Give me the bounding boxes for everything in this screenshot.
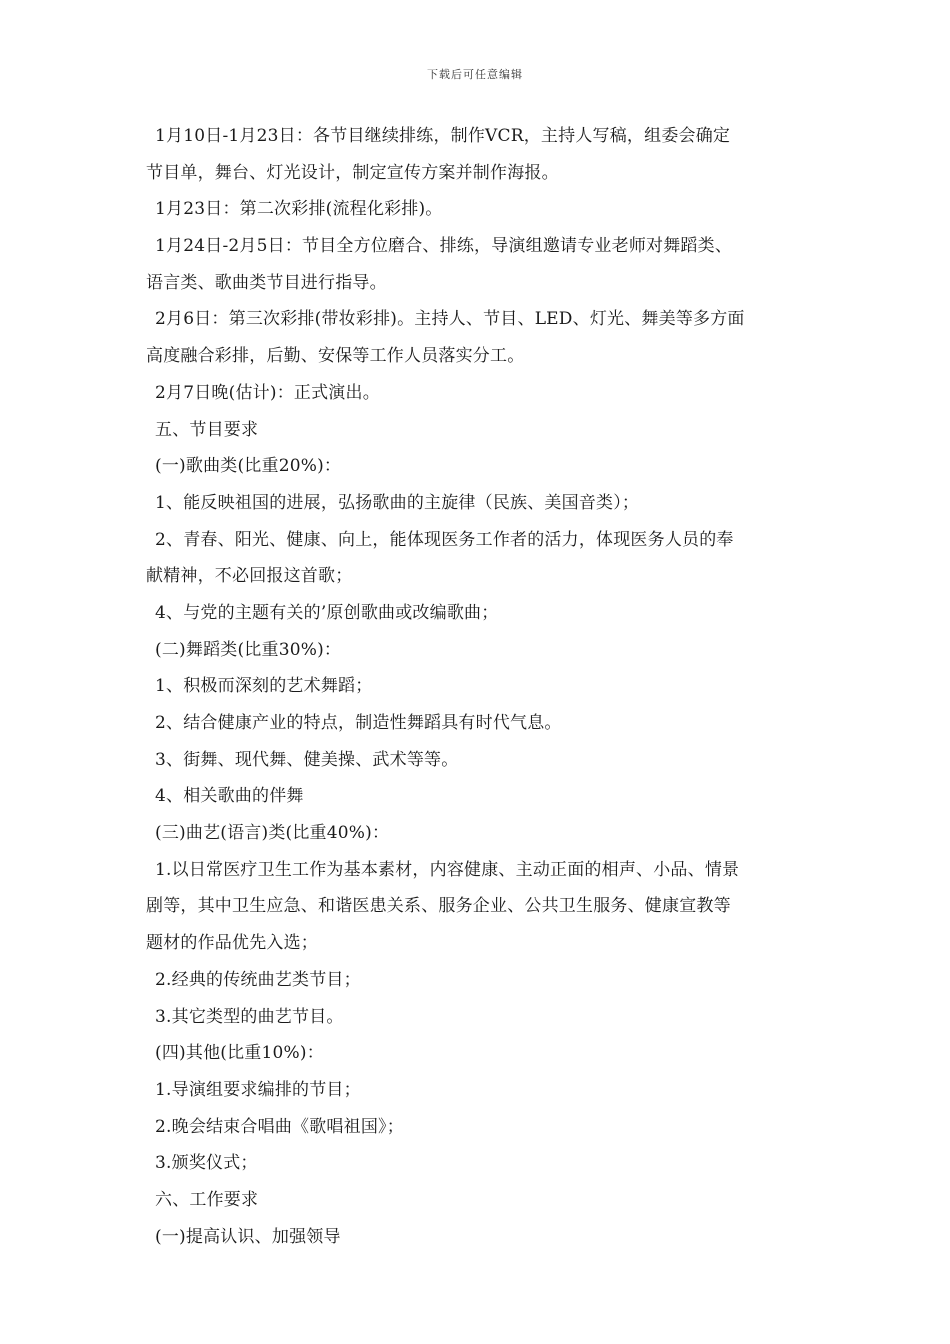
document-body: [146, 118, 826, 1255]
list-item: 2、青春、阳光、健康、向上，能体现医务工作者的活力，体现医务人员的奉: [155, 529, 734, 550]
text-line: 题材的作品优先入选；: [146, 933, 318, 954]
list-item: 3.其它类型的曲艺节目。: [155, 1006, 344, 1027]
text-line: 1月24日-2月5日：节目全方位磨合、排练，导演组邀请专业老师对舞蹈类、: [155, 236, 733, 257]
section-heading: 六、工作要求: [155, 1189, 259, 1210]
section-heading: 五、节目要求: [155, 419, 259, 440]
list-item: 2、结合健康产业的特点，制造性舞蹈具有时代气息。: [155, 713, 562, 733]
text-line: 2月6日：第三次彩排(带妆彩排)。主持人、节目、LED、灯光、舞美等多方面: [155, 309, 745, 330]
list-item: 3.颁奖仪式；: [155, 1153, 258, 1174]
text-line: 2月7日晚(估计)：正式演出。: [155, 382, 380, 403]
text-line: 1月10日-1月23日：各节目继续排练，制作VCR，主持人写稿，组委会确定: [155, 126, 731, 146]
list-item: 1.导演组要求编排的节目；: [155, 1079, 361, 1100]
list-item: 1、积极而深刻的艺术舞蹈；: [155, 676, 373, 697]
text-line: 1月23日：第二次彩排(流程化彩排)。: [155, 199, 443, 220]
subsection-heading: (一)提高认识、加强领导: [155, 1226, 341, 1247]
list-item: 2.经典的传统曲艺类节目；: [155, 969, 361, 990]
page-header: 下载后可任意编辑: [427, 68, 523, 81]
list-item: 3、街舞、现代舞、健美操、武术等等。: [155, 749, 459, 770]
subsection-heading: (二)舞蹈类(比重30%)：: [155, 639, 342, 660]
subsection-heading: (一)歌曲类(比重20%)：: [155, 456, 342, 477]
text-line: 语言类、歌曲类节目进行指导。: [146, 272, 387, 293]
list-item: 1.以日常医疗卫生工作为基本素材，内容健康、主动正面的相声、小品、情景: [155, 859, 740, 880]
list-item: 2.晚会结束合唱曲《歌唱祖国》；: [155, 1116, 404, 1137]
list-item: 4、与党的主题有关的’原创歌曲或改编歌曲；: [155, 602, 499, 623]
text-line: 剧等，其中卫生应急、和谐医患关系、服务企业、公共卫生服务、健康宣教等: [146, 896, 731, 917]
list-item: 1、能反映祖国的进展，弘扬歌曲的主旋律（民族、美国音类）；: [155, 492, 640, 513]
text-line: 高度融合彩排，后勤、安保等工作人员落实分工。: [146, 346, 525, 367]
text-line: 节目单，舞台、灯光设计，制定宣传方案并制作海报。: [146, 162, 559, 183]
subsection-heading: (三)曲艺(语言)类(比重40%)：: [155, 823, 390, 844]
list-item: 4、相关歌曲的伴舞: [155, 786, 304, 807]
subsection-heading: (四)其他(比重10%)：: [155, 1043, 324, 1064]
text-line: 献精神，不必回报这首歌；: [146, 566, 353, 587]
